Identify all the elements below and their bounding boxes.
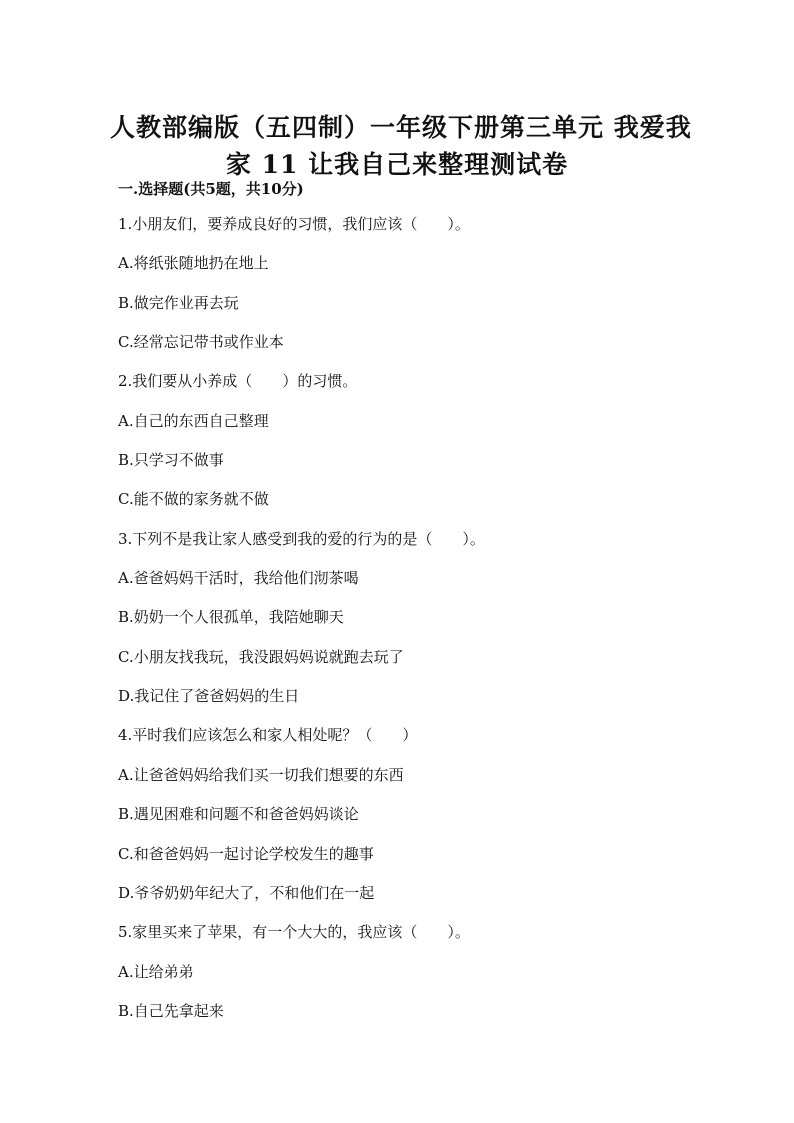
question-3: 3.下列不是我让家人感受到我的爱的行为的是（ ）。 — [118, 529, 485, 548]
question-4-option-c: C.和爸爸妈妈一起讨论学校发生的趣事 — [118, 844, 374, 863]
question-4-option-a: A.让爸爸妈妈给我们买一切我们想要的东西 — [118, 765, 404, 784]
question-5-option-b: B.自己先拿起来 — [118, 1001, 224, 1020]
question-3-option-d: D.我记住了爸爸妈妈的生日 — [118, 687, 300, 706]
question-4-option-b: B.遇见困难和问题不和爸爸妈妈谈论 — [118, 805, 359, 824]
question-3-option-b: B.奶奶一个人很孤单，我陪她聊天 — [118, 608, 344, 627]
document-title-line-2: 家 11 让我自己来整理测试卷 — [225, 149, 569, 179]
question-list — [118, 214, 678, 1040]
question-5: 5.家里买来了苹果，有一个大大的，我应该（ ）。 — [118, 923, 470, 942]
question-2-option-c: C.能不做的家务就不做 — [118, 490, 269, 509]
document-title-line-1: 人教部编版（五四制）一年级下册第三单元 我爱我 — [110, 112, 692, 142]
question-2-option-a: A.自己的东西自己整理 — [118, 411, 269, 430]
question-2-option-b: B.只学习不做事 — [118, 451, 224, 470]
question-3-option-c: C.小朋友找我玩，我没跟妈妈说就跑去玩了 — [118, 647, 404, 666]
document-title — [110, 109, 692, 183]
question-3-option-a: A.爸爸妈妈干活时，我给他们沏茶喝 — [118, 569, 359, 588]
question-2: 2.我们要从小养成（ ）的习惯。 — [118, 372, 358, 391]
question-4: 4.平时我们应该怎么和家人相处呢？（ ） — [118, 726, 418, 745]
question-5-option-a: A.让给弟弟 — [118, 962, 194, 981]
multiple-choice-section-heading: 一.选择题(共5题，共10分) — [118, 180, 304, 198]
question-1-option-c: C.经常忘记带书或作业本 — [118, 333, 284, 352]
question-4-option-d: D.爷爷奶奶年纪大了，不和他们在一起 — [118, 883, 375, 902]
question-1-option-a: A.将纸张随地扔在地上 — [118, 254, 269, 273]
question-1-option-b: B.做完作业再去玩 — [118, 293, 239, 312]
question-1: 1.小朋友们，要养成良好的习惯，我们应该（ ）。 — [118, 215, 470, 233]
